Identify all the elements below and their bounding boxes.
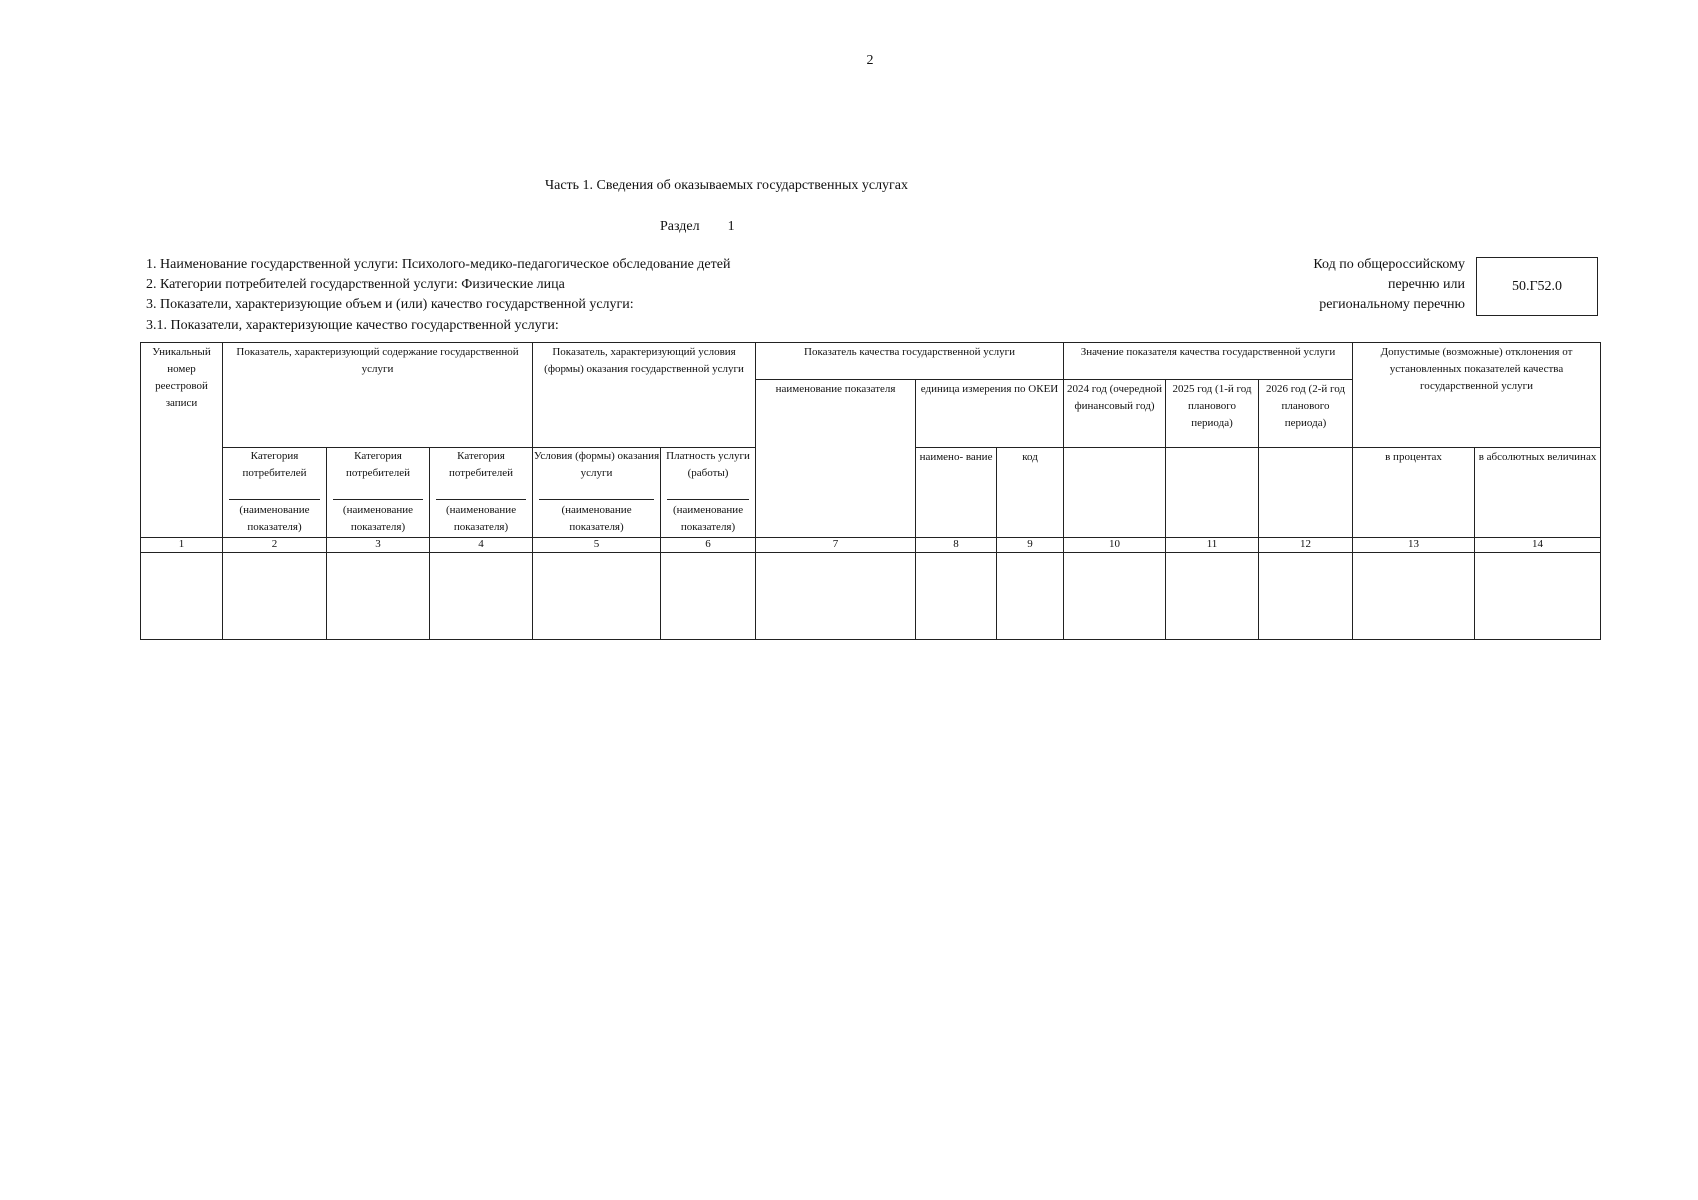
header-unique-number: Уникальный номер реестровой записи xyxy=(141,343,223,538)
code-label-line2: перечню или xyxy=(1387,277,1465,292)
subheader-empty-2024 xyxy=(1064,448,1166,538)
column-number: 14 xyxy=(1475,538,1601,553)
subheader-conditions xyxy=(533,448,661,538)
data-cell xyxy=(1166,553,1259,640)
column-number: 12 xyxy=(1259,538,1353,553)
subheader-indicator-name: (наименование показателя) xyxy=(672,504,744,533)
data-cell xyxy=(756,553,916,640)
column-number: 10 xyxy=(1064,538,1166,553)
table-row xyxy=(141,553,1601,640)
column-number: 1 xyxy=(141,538,223,553)
service-name-line: 1. Наименование государственной услуги: Психолого-медико-педагогическое обследование детей xyxy=(146,257,731,272)
subheader-unit-code: код xyxy=(997,448,1064,538)
column-number: 11 xyxy=(1166,538,1259,553)
header-year-2026: 2026 год (2-й год планового периода) xyxy=(1259,380,1353,448)
subheader-category-2 xyxy=(327,448,430,538)
data-cell xyxy=(533,553,661,640)
subheader-absolute: в абсолютных величинах xyxy=(1475,448,1601,538)
section-heading xyxy=(660,219,735,235)
section-label: Раздел xyxy=(660,219,700,234)
column-number: 8 xyxy=(916,538,997,553)
indicators-line: 3. Показатели, характеризующие объем и (или) качество государственной услуги: xyxy=(146,297,634,312)
column-number: 9 xyxy=(997,538,1064,553)
quality-indicators-line: 3.1. Показатели, характеризующие качество государственной услуги: xyxy=(146,318,559,333)
column-number-row xyxy=(141,538,1601,553)
subheader-indicator-name: (наименование показателя) xyxy=(561,504,632,533)
data-cell xyxy=(1064,553,1166,640)
code-label-line3: региональному перечню xyxy=(1319,297,1465,312)
data-cell xyxy=(916,553,997,640)
subheader-payment-label: Платность услуги (работы) xyxy=(666,450,750,479)
column-number: 7 xyxy=(756,538,916,553)
header-content-indicator: Показатель, характеризующий содержание государственной услуги xyxy=(223,343,533,448)
column-number: 4 xyxy=(430,538,533,553)
header-okei-unit: единица измерения по ОКЕИ xyxy=(916,380,1064,448)
subheader-category-label: Категория потребителей xyxy=(242,450,307,479)
section-number: 1 xyxy=(727,219,735,234)
column-number: 13 xyxy=(1353,538,1475,553)
part-title: Часть 1. Сведения об оказываемых государственных услугах xyxy=(545,178,909,193)
header-quality-value: Значение показателя качества государственной услуги xyxy=(1064,343,1353,380)
data-cell xyxy=(141,553,223,640)
subheader-indicator-name: (наименование показателя) xyxy=(239,504,310,533)
registry-code-box: 50.Г52.0 xyxy=(1476,257,1598,316)
subheader-conditions-label: Условия (формы) оказания услуги xyxy=(533,450,660,479)
subheader-empty-2026 xyxy=(1259,448,1353,538)
subheader-unit-name: наимено- вание xyxy=(916,448,997,538)
header-conditions-indicator: Показатель, характеризующий условия (формы) оказания государственной услуги xyxy=(533,343,756,448)
column-number: 2 xyxy=(223,538,327,553)
header-year-2025: 2025 год (1-й год планового периода) xyxy=(1166,380,1259,448)
header-quality-indicator: Показатель качества государственной услуги xyxy=(756,343,1064,380)
header-year-2024: 2024 год (очередной финансовый год) xyxy=(1064,380,1166,448)
quality-indicators-table xyxy=(140,342,1601,640)
data-cell xyxy=(1353,553,1475,640)
column-number: 5 xyxy=(533,538,661,553)
column-number: 6 xyxy=(661,538,756,553)
subheader-empty-2025 xyxy=(1166,448,1259,538)
subheader-category-label: Категория потребителей xyxy=(449,450,513,479)
consumer-category-line: 2. Категории потребителей государственной услуги: Физические лица xyxy=(146,277,565,292)
subheader-payment xyxy=(661,448,756,538)
data-cell xyxy=(430,553,533,640)
code-label-line1: Код по общероссийскому xyxy=(1313,257,1465,272)
subheader-category-3 xyxy=(430,448,533,538)
data-cell xyxy=(223,553,327,640)
header-indicator-name: наименование показателя xyxy=(756,380,916,538)
subheader-indicator-name: (наименование показателя) xyxy=(342,504,414,533)
column-number: 3 xyxy=(327,538,430,553)
header-deviation: Допустимые (возможные) отклонения от установленных показателей качества государственной услуги xyxy=(1353,343,1601,448)
subheader-category-label: Категория потребителей xyxy=(346,450,410,479)
data-cell xyxy=(997,553,1064,640)
data-cell xyxy=(327,553,430,640)
subheader-category-1 xyxy=(223,448,327,538)
subheader-indicator-name: (наименование показателя) xyxy=(445,504,517,533)
page-number: 2 xyxy=(866,53,874,68)
data-cell xyxy=(1475,553,1601,640)
data-cell xyxy=(661,553,756,640)
data-cell xyxy=(1259,553,1353,640)
subheader-percent: в процентах xyxy=(1353,448,1475,538)
